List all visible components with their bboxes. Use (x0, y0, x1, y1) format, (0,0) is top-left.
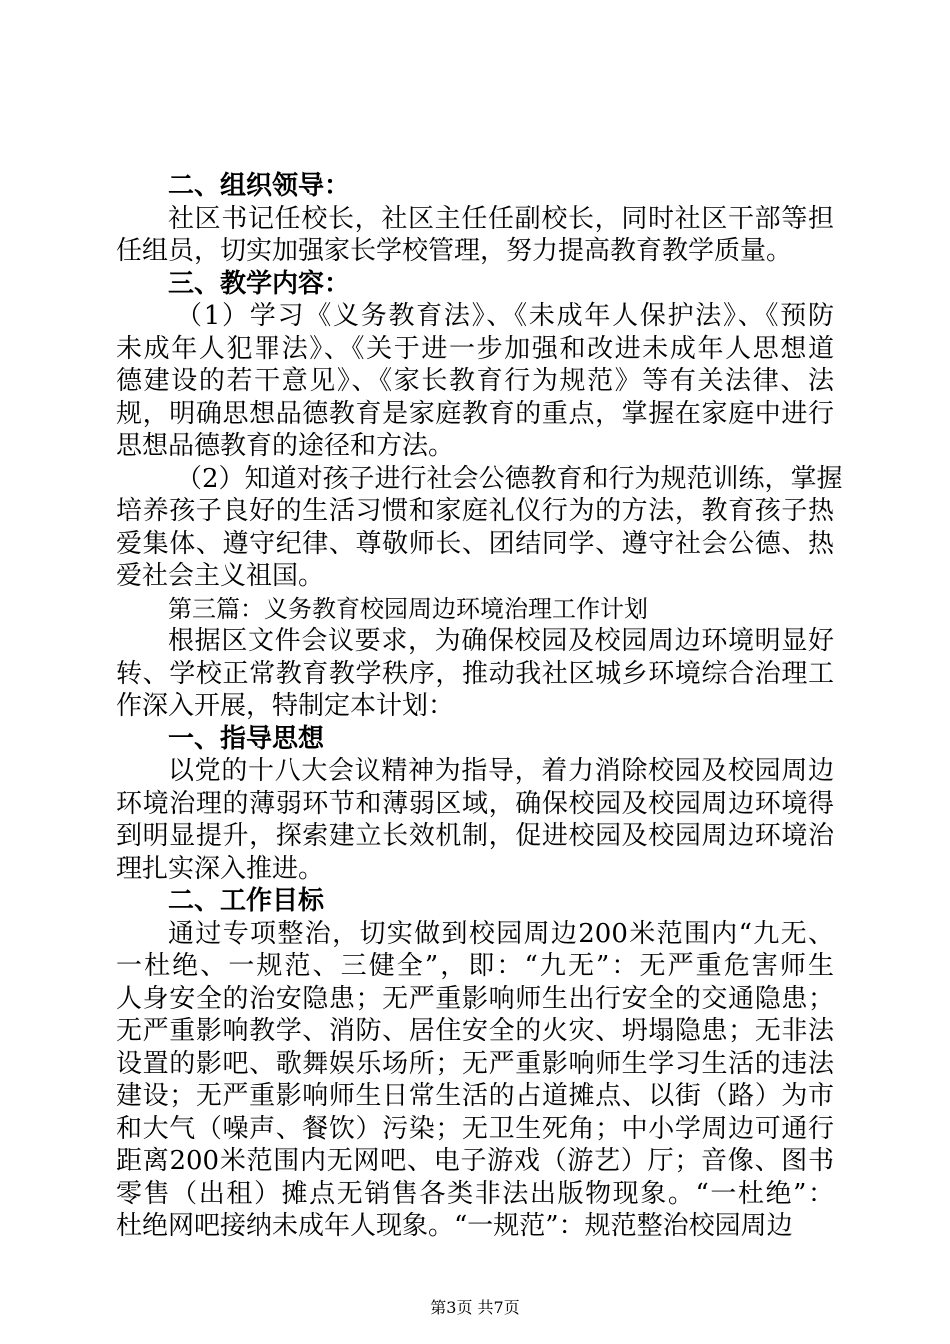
paragraph-heading (116, 723, 834, 756)
item-line: 爱社会主义祖国。 (116, 561, 325, 591)
body-line: 以党的十八大会议精神为指导，着力消除校园及校园周边 (168, 756, 834, 786)
paragraph-item (116, 463, 843, 593)
item-line: 爱集体、遵守纪律、尊敬师长、团结同学、遵守社会公德、热 (116, 528, 834, 559)
body-line: 通过专项整治，切实做到校园周边200米范围内“九无、 (168, 918, 834, 949)
body-line: 到明显提升，探索建立长效机制，促进校园及校园周边环境治 (116, 821, 834, 851)
body-line: 设置的影吧、歌舞娱乐场所；无严重影响师生学习生活的违法 (116, 1048, 834, 1079)
paragraph-title (116, 593, 834, 626)
heading-line: 二、工作目标 (168, 886, 325, 916)
body-line: 距离200米范围内无网吧、电子游戏（游艺）厅；音像、图书 (116, 1146, 834, 1176)
paragraph-body (116, 203, 834, 268)
paragraph-heading (116, 170, 834, 203)
document-body (116, 170, 843, 1243)
body-line: 杜绝网吧接纳未成年人现象。“一规范”：规范整治校园周边 (116, 1211, 793, 1241)
item-line: 德建设的若干意见》、《家长教育行为规范》等有关法律、法 (116, 366, 834, 396)
body-line: 无严重影响教学、消防、居住安全的火灾、坍塌隐患；无非法 (116, 1016, 834, 1046)
body-line: 根据区文件会议要求，为确保校园及校园周边环境明显好 (168, 626, 834, 656)
body-line: 转、学校正常教育教学秩序，推动我社区城乡环境综合治理工 (116, 658, 834, 689)
body-line: 理扎实深入推进。 (116, 853, 325, 884)
item-line: 规，明确思想品德教育是家庭教育的重点，掌握在家庭中进行 (116, 398, 834, 429)
body-line: 任组员，切实加强家长学校管理，努力提高教育教学质量。 (116, 236, 793, 266)
paragraph-body (116, 625, 834, 723)
page-footer: 第3页 共7页 (430, 1298, 520, 1317)
item-line: （1）学习《义务教育法》、《未成年人保护法》、《预防 (176, 301, 834, 331)
body-line: 人身安全的治安隐患；无严重影响师生出行安全的交通隐患； (116, 983, 834, 1014)
paragraph-body (116, 755, 834, 885)
title-line: 第三篇：义务教育校园周边环境治理工作计划 (168, 594, 648, 623)
paragraph-body (116, 918, 834, 1243)
heading-line: 一、指导思想 (168, 723, 325, 754)
body-line: 环境治理的薄弱环节和薄弱区域，确保校园及校园周边环境得 (116, 788, 834, 819)
item-line: 培养孩子良好的生活习惯和家庭礼仪行为的方法，教育孩子热 (116, 496, 834, 526)
item-line: （2）知道对孩子进行社会公德教育和行为规范训练，掌握 (176, 463, 843, 494)
body-line: 作深入开展，特制定本计划： (116, 691, 455, 721)
body-line: 一杜绝、一规范、三健全”，即：“九无”：无严重危害师生 (116, 951, 834, 981)
body-line: 建设；无严重影响师生日常生活的占道摊点、以街（路）为市 (116, 1081, 834, 1111)
paragraph-heading (116, 885, 834, 918)
heading-line: 二、组织领导： (168, 171, 351, 201)
paragraph-heading (116, 268, 834, 301)
item-line: 思想品德教育的途径和方法。 (116, 431, 455, 461)
body-line: 零售（出租）摊点无销售各类非法出版物现象。“一杜绝”： (116, 1178, 834, 1209)
body-line: 社区书记任校长，社区主任任副校长，同时社区干部等担 (168, 203, 834, 234)
paragraph-item (116, 300, 834, 463)
heading-line: 三、教学内容： (168, 268, 351, 299)
body-line: 和大气（噪声、餐饮）污染；无卫生死角；中小学周边可通行 (116, 1113, 834, 1144)
item-line: 未成年人犯罪法》、《关于进一步加强和改进未成年人思想道 (116, 333, 834, 364)
